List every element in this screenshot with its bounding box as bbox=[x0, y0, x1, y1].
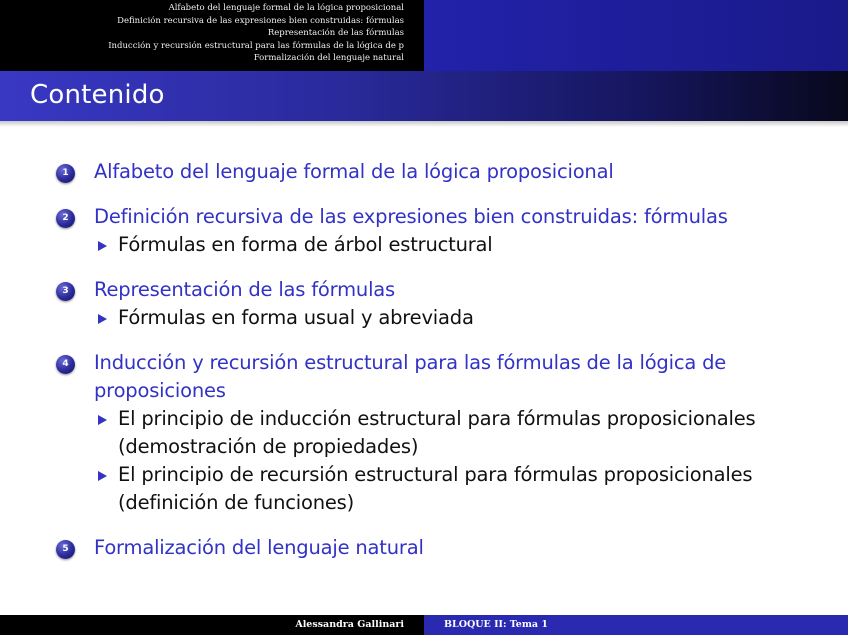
navigation-header bbox=[0, 0, 848, 71]
page-title: Contenido bbox=[30, 80, 165, 110]
numbered-ball-icon: 2 bbox=[56, 209, 75, 228]
numbered-ball-icon: 1 bbox=[56, 164, 75, 183]
toc-subsection-link[interactable]: El principio de inducción estructural para fórmulas proposicionales (demostración de propiedades) bbox=[118, 407, 756, 458]
header-blank-panel bbox=[424, 0, 848, 71]
section-navigation bbox=[0, 0, 424, 71]
toc-subsection-link[interactable]: Fórmulas en forma usual y abreviada bbox=[118, 306, 474, 329]
toc-section-title-link[interactable]: Inducción y recursión estructural para las fórmulas de la lógica de proposiciones bbox=[94, 351, 727, 402]
toc-section-4 bbox=[56, 349, 776, 517]
title-bar-shadow bbox=[0, 121, 848, 127]
toc-section-5 bbox=[56, 534, 776, 562]
triangle-bullet-icon bbox=[98, 471, 107, 481]
toc-subsection-link[interactable]: Fórmulas en forma de árbol estructural bbox=[118, 233, 493, 256]
footer-block-title: BLOQUE II: Tema 1 bbox=[424, 615, 848, 635]
toc-section-title-link[interactable]: Representación de las fórmulas bbox=[94, 278, 396, 301]
toc-subsection bbox=[94, 405, 776, 461]
numbered-ball-icon: 5 bbox=[56, 540, 75, 559]
toc-section-2 bbox=[56, 203, 776, 259]
numbered-ball-icon: 4 bbox=[56, 355, 75, 374]
toc-subsection bbox=[94, 304, 776, 332]
triangle-bullet-icon bbox=[98, 314, 107, 324]
toc-section-title-link[interactable]: Alfabeto del lenguaje formal de la lógica proposicional bbox=[94, 160, 614, 183]
nav-link-section-2[interactable]: Definición recursiva de las expresiones bien construidas: fórmulas bbox=[117, 15, 404, 26]
nav-link-section-4[interactable]: Inducción y recursión estructural para las fórmulas de la lógica de p bbox=[108, 40, 404, 51]
triangle-bullet-icon bbox=[98, 415, 107, 425]
toc-section-title-link[interactable]: Definición recursiva de las expresiones bien construidas: fórmulas bbox=[94, 205, 728, 228]
table-of-contents bbox=[56, 158, 776, 579]
slide-footer bbox=[0, 615, 848, 635]
toc-subsection bbox=[94, 461, 776, 517]
numbered-ball-icon: 3 bbox=[56, 282, 75, 301]
toc-subsection bbox=[94, 231, 776, 259]
triangle-bullet-icon bbox=[98, 241, 107, 251]
footer-author: Alessandra Gallinari bbox=[0, 615, 424, 635]
toc-subsection-link[interactable]: El principio de recursión estructural para fórmulas proposicionales (definición de funciones) bbox=[118, 463, 753, 514]
toc-section-1 bbox=[56, 158, 776, 186]
nav-link-section-3[interactable]: Representación de las fórmulas bbox=[267, 28, 404, 39]
frame-title-bar bbox=[0, 71, 848, 121]
toc-section-3 bbox=[56, 276, 776, 332]
toc-section-title-link[interactable]: Formalización del lenguaje natural bbox=[94, 536, 424, 559]
nav-link-section-5[interactable]: Formalización del lenguaje natural bbox=[253, 53, 404, 64]
nav-link-section-1[interactable]: Alfabeto del lenguaje formal de la lógica proposicional bbox=[168, 3, 404, 13]
